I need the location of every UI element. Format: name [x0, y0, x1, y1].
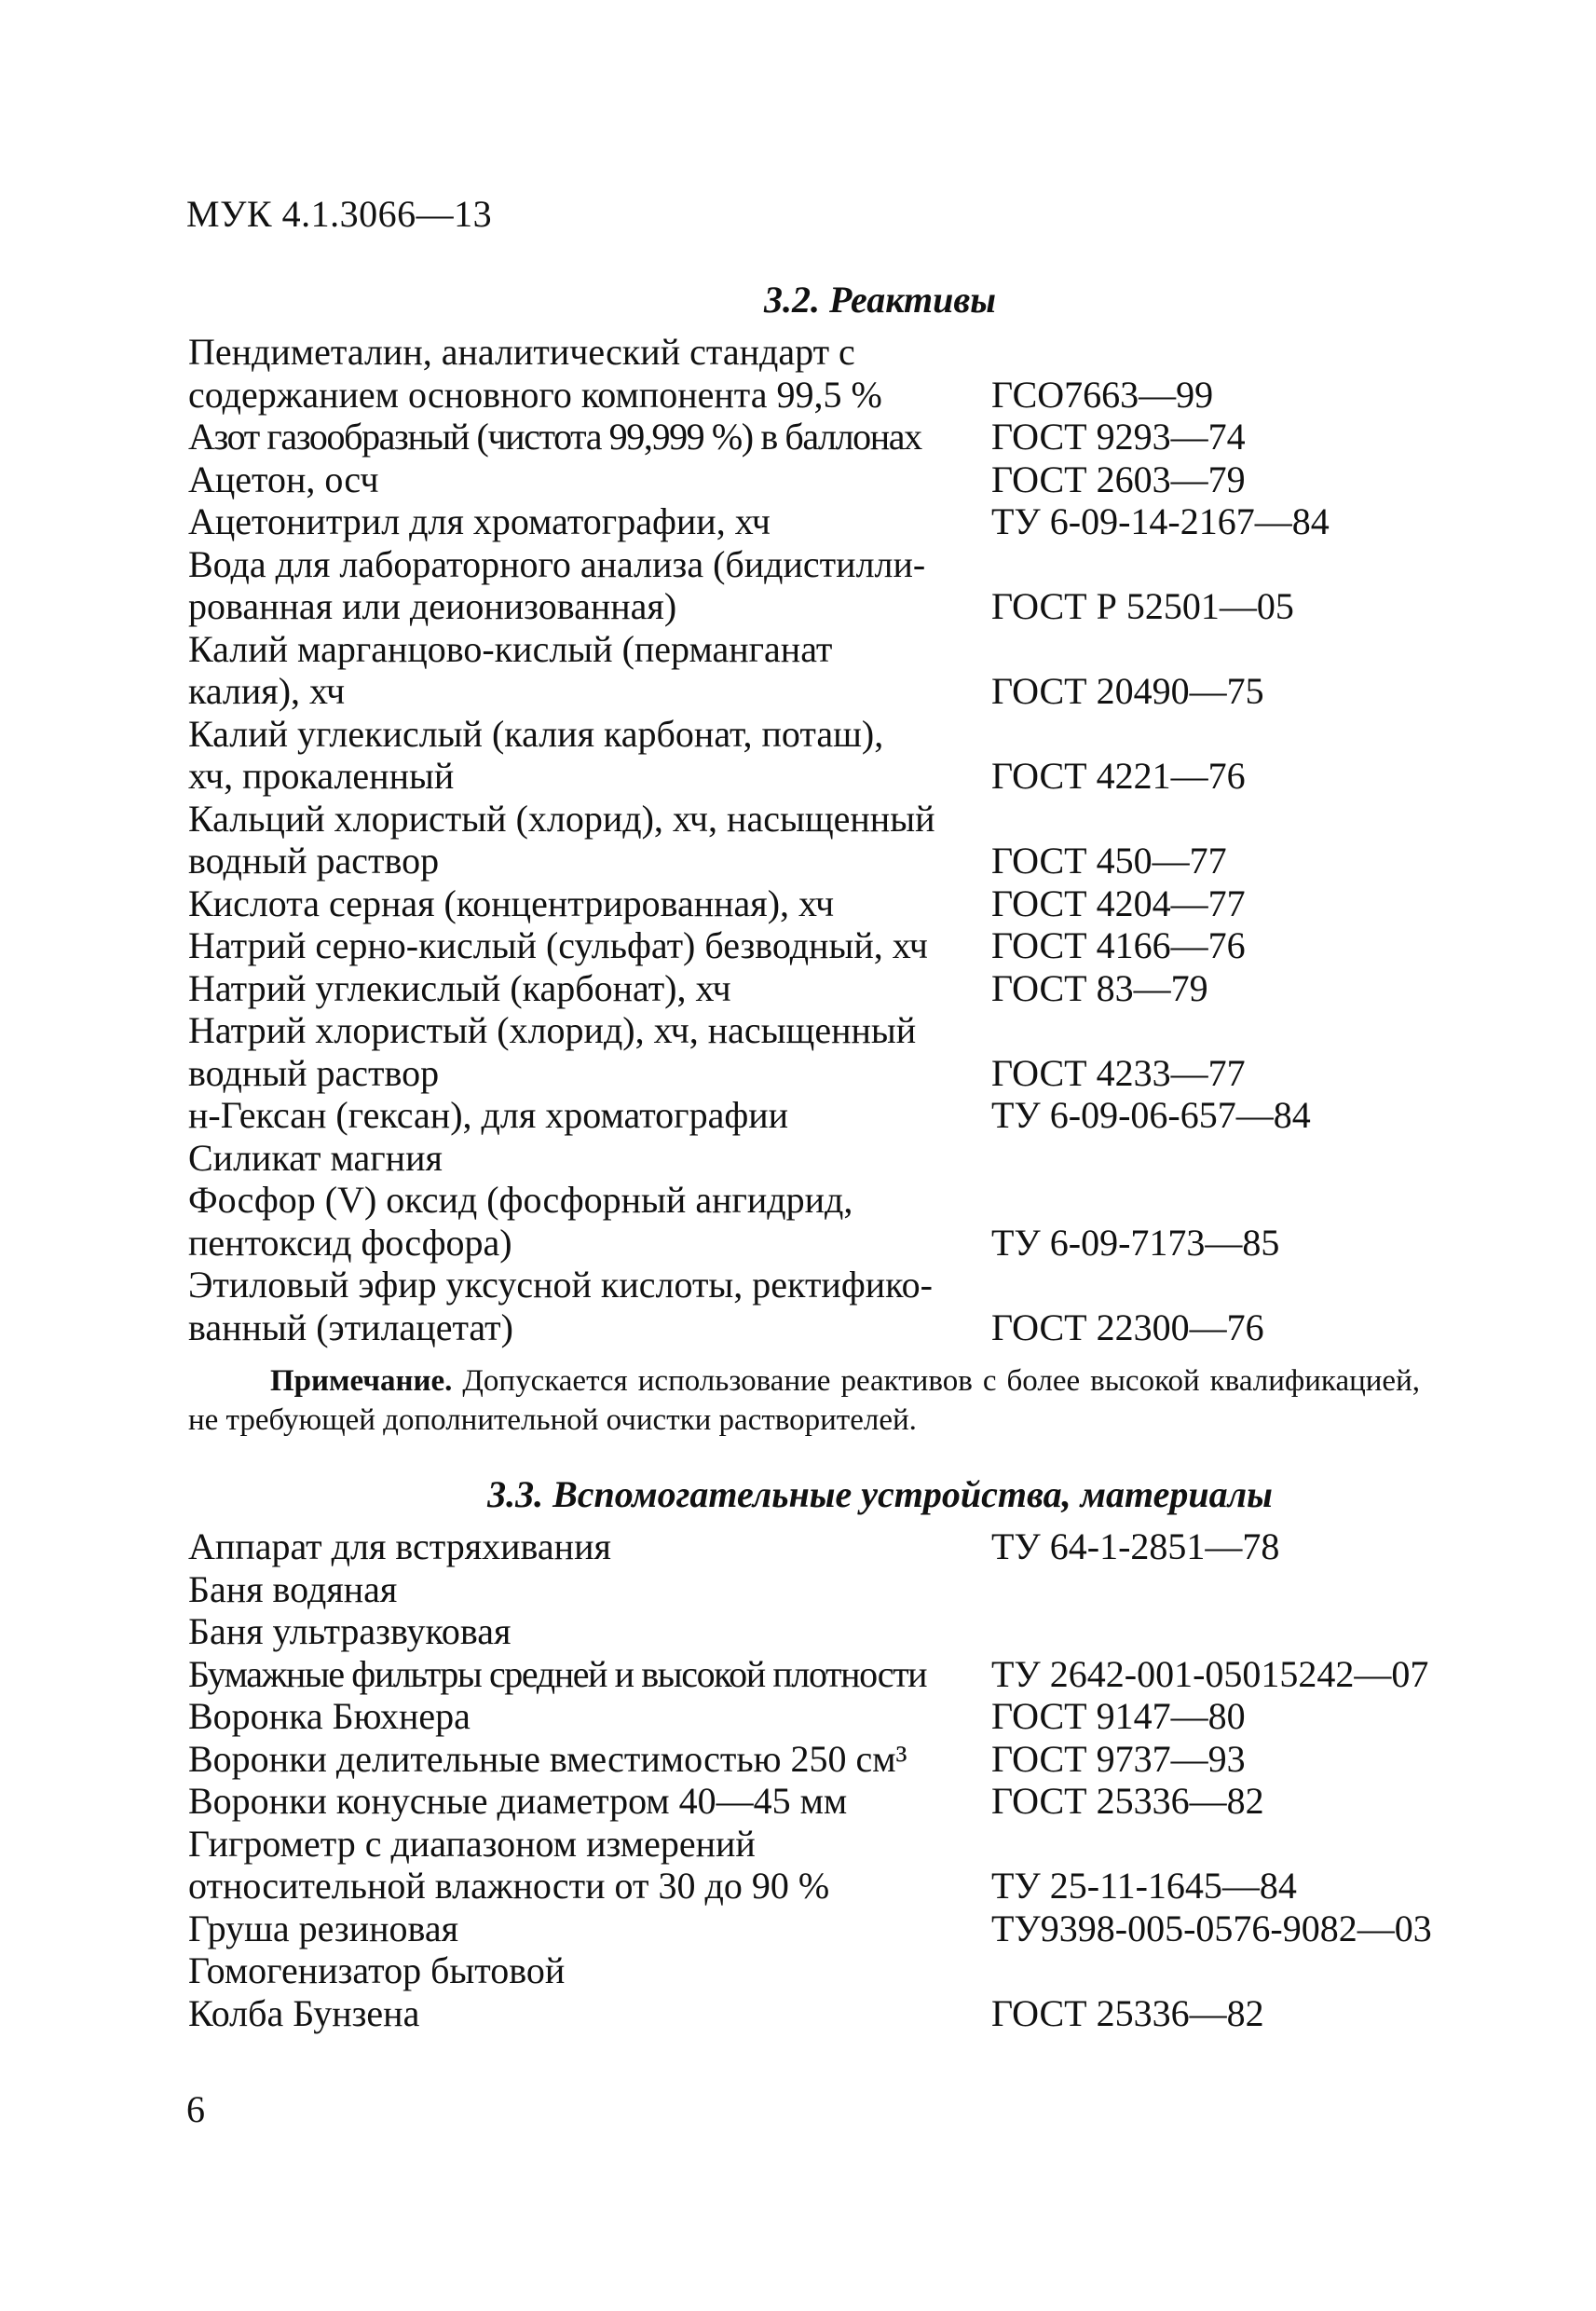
item-name-line: Груша резиновая: [188, 1907, 458, 1949]
item-name-line: Фосфор (V) оксид (фосфорный ангидрид,: [188, 1179, 853, 1221]
item-standard: ГОСТ 83—79: [991, 966, 1208, 1009]
item-name: [188, 416, 991, 458]
item-standard: ГОСТ 450—77: [991, 840, 1227, 882]
item-standard: ТУ 6-09-06-657—84: [991, 1094, 1311, 1136]
note-label: Примечание.: [270, 1364, 453, 1398]
item-standard: ГОСТ 9147—80: [991, 1695, 1246, 1737]
item-name-line: Ацетонитрил для хроматографии, хч: [188, 500, 771, 542]
item-name: [188, 628, 991, 713]
list-item: [188, 331, 1493, 416]
list-item: [188, 1568, 1493, 1611]
item-name-line: Калий углекислый (калия карбонат, поташ),: [188, 712, 884, 755]
item-name: [188, 1738, 991, 1781]
item-name-line: Вода для лабораторного анализа (бидистилли-: [188, 542, 926, 585]
item-name-line: Натрий углекислый (карбонат), хч: [188, 966, 731, 1009]
list-item: [188, 1610, 1493, 1653]
reagents-note: [188, 1361, 1420, 1440]
document-code-header: МУК 4.1.3066—13: [186, 193, 493, 235]
list-item: [188, 1738, 1493, 1781]
item-name-line: Аппарат для встряхивания: [188, 1525, 611, 1567]
item-name: [188, 1137, 991, 1180]
equipment-list: [188, 1525, 1493, 2034]
item-name-line: Бумажные фильтры средней и высокой плотности: [188, 1652, 927, 1695]
list-item: [188, 543, 1493, 628]
item-name-line: н-Гексан (гексан), для хроматографии: [188, 1094, 789, 1136]
item-name: [188, 1525, 991, 1568]
list-item: [188, 1094, 1493, 1137]
item-name-line: Калий марганцово-кислый (перманганат: [188, 627, 833, 670]
item-name: [188, 1695, 991, 1738]
item-standard: ТУ 6-09-14-2167—84: [991, 500, 1330, 542]
list-item: [188, 1992, 1493, 2035]
item-name: [188, 1949, 991, 1992]
section-heading-reagents: 3.2. Реактивы: [764, 279, 996, 321]
list-item: [188, 416, 1493, 458]
item-standard: ТУ 64-1-2851—78: [991, 1525, 1280, 1567]
list-item: [188, 882, 1493, 925]
item-standard: ТУ9398-005-0576-9082—03: [991, 1907, 1432, 1949]
list-item: [188, 1179, 1493, 1264]
item-standard: ГОСТ 25336—82: [991, 1780, 1264, 1822]
item-name-line: Гигрометр с диапазоном измерений: [188, 1822, 756, 1865]
item-name: [188, 331, 991, 416]
item-name-line: Воронки конусные диаметром 40—45 мм: [188, 1780, 848, 1822]
section-heading-auxiliary-equipment: 3.3. Вспомогательные устройства, материалы: [487, 1473, 1273, 1515]
list-item: [188, 798, 1493, 882]
item-name-line: Баня водяная: [188, 1567, 398, 1610]
item-name-line: Азот газообразный (чистота 99,999 %) в баллонах: [188, 416, 921, 458]
item-name: [188, 458, 991, 501]
list-item: [188, 924, 1493, 967]
item-name-line: ванный (этилацетат): [188, 1306, 513, 1348]
item-name-line: Кислота серная (концентрированная), хч: [188, 882, 835, 924]
item-name: [188, 924, 991, 967]
item-name: [188, 1568, 991, 1611]
item-name-line: Пендиметалин, аналитический стандарт с: [188, 331, 855, 373]
item-name: [188, 1094, 991, 1137]
list-item: [188, 713, 1493, 798]
list-item: [188, 1137, 1493, 1180]
item-standard: ГОСТ 4233—77: [991, 1051, 1246, 1094]
item-name-line: относительной влажности от 30 до 90 %: [188, 1865, 830, 1907]
list-item: [188, 967, 1493, 1010]
list-item: [188, 1780, 1493, 1823]
item-name: [188, 1264, 991, 1348]
item-name-line: рованная или деионизованная): [188, 585, 677, 627]
list-item: [188, 1695, 1493, 1738]
item-name: [188, 1992, 991, 2035]
item-name-line: Ацетон, осч: [188, 458, 379, 500]
item-name-line: содержанием основного компонента 99,5 %: [188, 373, 882, 416]
item-name-line: Кальций хлористый (хлорид), хч, насыщенный: [188, 797, 935, 840]
list-item: [188, 1908, 1493, 1950]
list-item: [188, 628, 1493, 713]
list-item: [188, 1823, 1493, 1908]
item-standard: ГОСТ 9293—74: [991, 416, 1246, 458]
item-name-line: Натрий серно-кислый (сульфат) безводный, хч: [188, 924, 928, 966]
item-standard: ГСО7663—99: [991, 373, 1214, 416]
item-standard: ГОСТ 9737—93: [991, 1737, 1246, 1780]
item-name-line: Этиловый эфир уксусной кислоты, ректифико-: [188, 1264, 933, 1306]
item-standard: ГОСТ 4204—77: [991, 882, 1246, 924]
item-standard: ГОСТ 4166—76: [991, 924, 1246, 966]
item-name-line: пентоксид фосфора): [188, 1221, 512, 1264]
item-name-line: Колба Бунзена: [188, 1991, 420, 2034]
item-name-line: калия), хч: [188, 670, 346, 712]
item-name-line: Баня ультразвуковая: [188, 1610, 512, 1652]
item-name: [188, 543, 991, 628]
item-name-line: Гомогенизатор бытовой: [188, 1949, 566, 1991]
item-name-line: Натрий хлористый (хлорид), хч, насыщенный: [188, 1009, 917, 1051]
item-name: [188, 500, 991, 543]
item-standard: ТУ 25-11-1645—84: [991, 1865, 1297, 1907]
item-name: [188, 882, 991, 925]
item-name: [188, 1610, 991, 1653]
item-standard: ГОСТ 4221—76: [991, 755, 1246, 797]
item-name: [188, 1908, 991, 1950]
item-name: [188, 713, 991, 798]
list-item: [188, 1653, 1493, 1696]
item-name-line: Силикат магния: [188, 1136, 443, 1179]
item-standard: ГОСТ 20490—75: [991, 670, 1264, 712]
page-number: 6: [186, 2088, 205, 2130]
item-standard: ГОСТ 25336—82: [991, 1991, 1264, 2034]
list-item: [188, 1949, 1493, 1992]
item-standard: ГОСТ 2603—79: [991, 458, 1246, 500]
item-name: [188, 1823, 991, 1908]
note-text: Допускается использование реактивов с более высокой квалификацией, не требующей дополнительной очистки растворителей.: [188, 1364, 1420, 1437]
item-name-line: водный раствор: [188, 840, 440, 882]
list-item: [188, 1264, 1493, 1348]
item-standard: ГОСТ 22300—76: [991, 1306, 1264, 1348]
item-name: [188, 967, 991, 1010]
list-item: [188, 458, 1493, 501]
item-name-line: хч, прокаленный: [188, 755, 455, 797]
list-item: [188, 1009, 1493, 1094]
list-item: [188, 1525, 1493, 1568]
item-name: [188, 1179, 991, 1264]
item-name-line: Воронки делительные вместимостью 250 см³: [188, 1737, 907, 1780]
item-name: [188, 1009, 991, 1094]
reagents-list: [188, 331, 1493, 1348]
item-name: [188, 1780, 991, 1823]
item-name: [188, 1653, 991, 1696]
item-standard: ГОСТ Р 52501—05: [991, 585, 1294, 627]
item-name-line: Воронка Бюхнера: [188, 1695, 471, 1737]
item-name: [188, 798, 991, 882]
list-item: [188, 500, 1493, 543]
item-standard: ТУ 2642-001-05015242—07: [991, 1652, 1429, 1695]
item-standard: ТУ 6-09-7173—85: [991, 1221, 1280, 1264]
item-name-line: водный раствор: [188, 1051, 440, 1094]
